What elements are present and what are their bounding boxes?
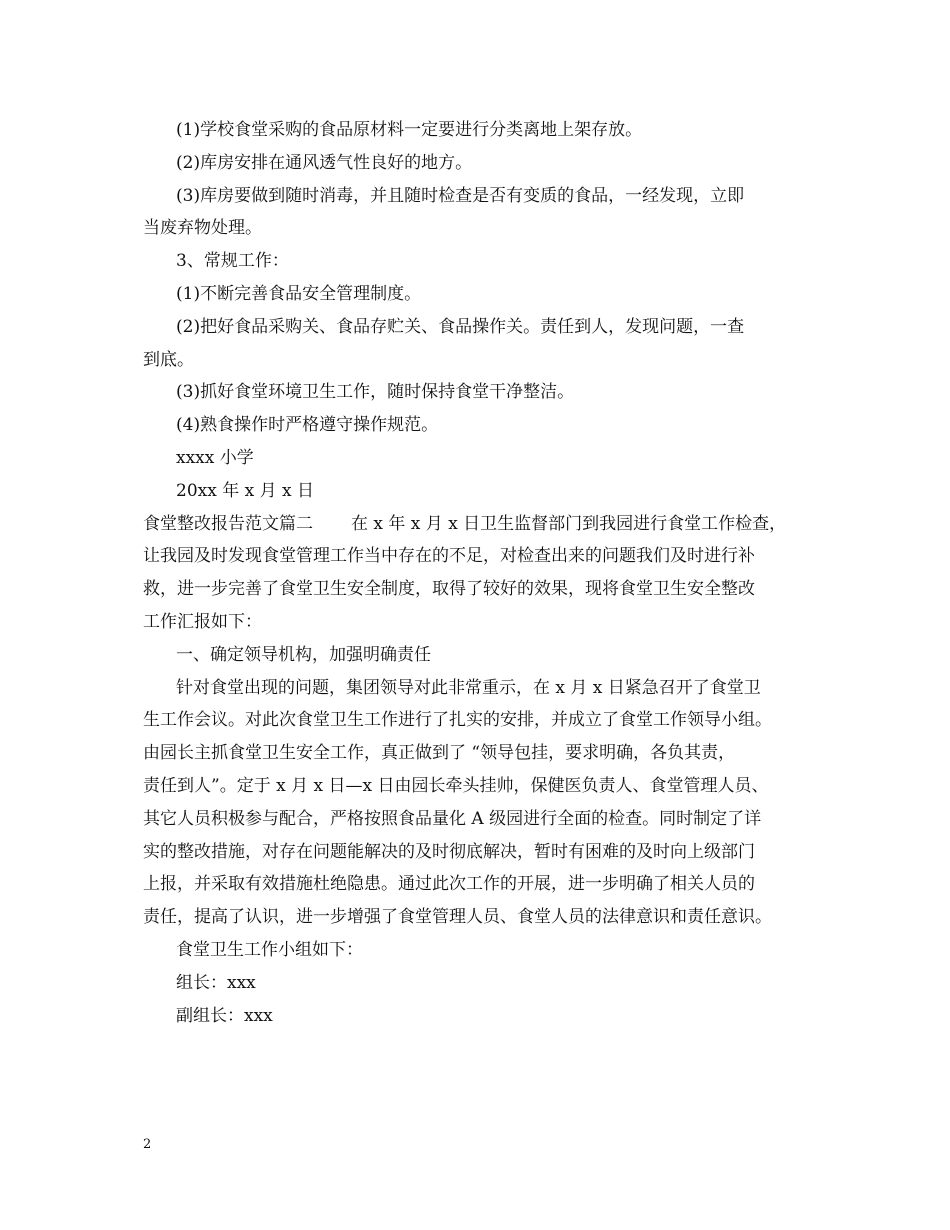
text-line: (3)库房要做到随时消毒，并且随时检查是否有变质的食品，一经发现，立即: [176, 185, 745, 206]
text-line: 生工作会议。对此次食堂卫生工作进行了扎实的安排，并成立了食堂工作领导小组。: [143, 710, 772, 731]
text-line: xxxx 小学: [176, 447, 254, 468]
section-title: 食堂整改报告范文篇二: [143, 513, 313, 534]
section-first-line: 在 x 年 x 月 x 日卫生监督部门到我园进行食堂工作检查，: [351, 513, 787, 534]
text-line: (2)把好食品采购关、食品存贮关、食品操作关。责任到人，发现问题，一查: [176, 316, 745, 337]
text-line: 工作汇报如下：: [143, 611, 262, 632]
text-line: 食堂卫生工作小组如下：: [176, 939, 363, 960]
text-line: 副组长：xxx: [176, 1005, 273, 1026]
text-line: 责任到人”。定于 x 月 x 日—x 日由园长牵头挂帅，保健医负责人、食堂管理人员、: [143, 775, 769, 796]
text-line: 责任，提高了认识，进一步增强了食堂管理人员、食堂人员的法律意识和责任意识。: [143, 907, 772, 928]
text-line: 实的整改措施，对存在问题能解决的及时彻底解决，暂时有困难的及时向上级部门: [143, 841, 755, 862]
text-line: 让我园及时发现食堂管理工作当中存在的不足，对检查出来的问题我们及时进行补: [143, 546, 755, 567]
text-line: 救，进一步完善了食堂卫生安全制度，取得了较好的效果，现将食堂卫生安全整改: [143, 579, 755, 600]
text-line: (1)学校食堂采购的食品原材料一定要进行分类离地上架存放。: [176, 120, 643, 140]
text-line: 到底。: [143, 349, 194, 370]
text-line: (3)抓好食堂环境卫生工作，随时保持食堂干净整洁。: [176, 382, 575, 403]
section-heading-line: [143, 508, 823, 541]
text-line: 一、确定领导机构，加强明确责任: [176, 644, 431, 665]
text-line: (2)库房安排在通风透气性良好的地方。: [176, 152, 473, 173]
page-number: 2: [143, 1137, 152, 1152]
text-line: 当废弃物处理。: [143, 218, 262, 239]
text-line: (4)熟食操作时严格遵守操作规范。: [176, 415, 439, 436]
text-line: 组长：xxx: [176, 972, 256, 993]
text-line: (1)不断完善食品安全管理制度。: [176, 283, 422, 304]
text-line: 针对食堂出现的问题，集团领导对此非常重示，在 x 月 x 日紧急召开了食堂卫: [176, 677, 761, 698]
text-line: 3、常规工作：: [176, 251, 289, 272]
paragraph-block-1: [143, 114, 823, 508]
text-line: 由园长主抓食堂卫生安全工作，真正做到了 “领导包挂，要求明确，各负其责，: [143, 743, 736, 764]
paragraph-block-2: [143, 540, 823, 1032]
document-body: [143, 114, 823, 1032]
text-line: 20xx 年 x 月 x 日: [176, 480, 315, 501]
text-line: 上报，并采取有效措施杜绝隐患。通过此次工作的开展，进一步明确了相关人员的: [143, 874, 755, 895]
text-line: 其它人员积极参与配合，严格按照食品量化 A 级园进行全面的检查。同时制定了详: [143, 808, 762, 829]
